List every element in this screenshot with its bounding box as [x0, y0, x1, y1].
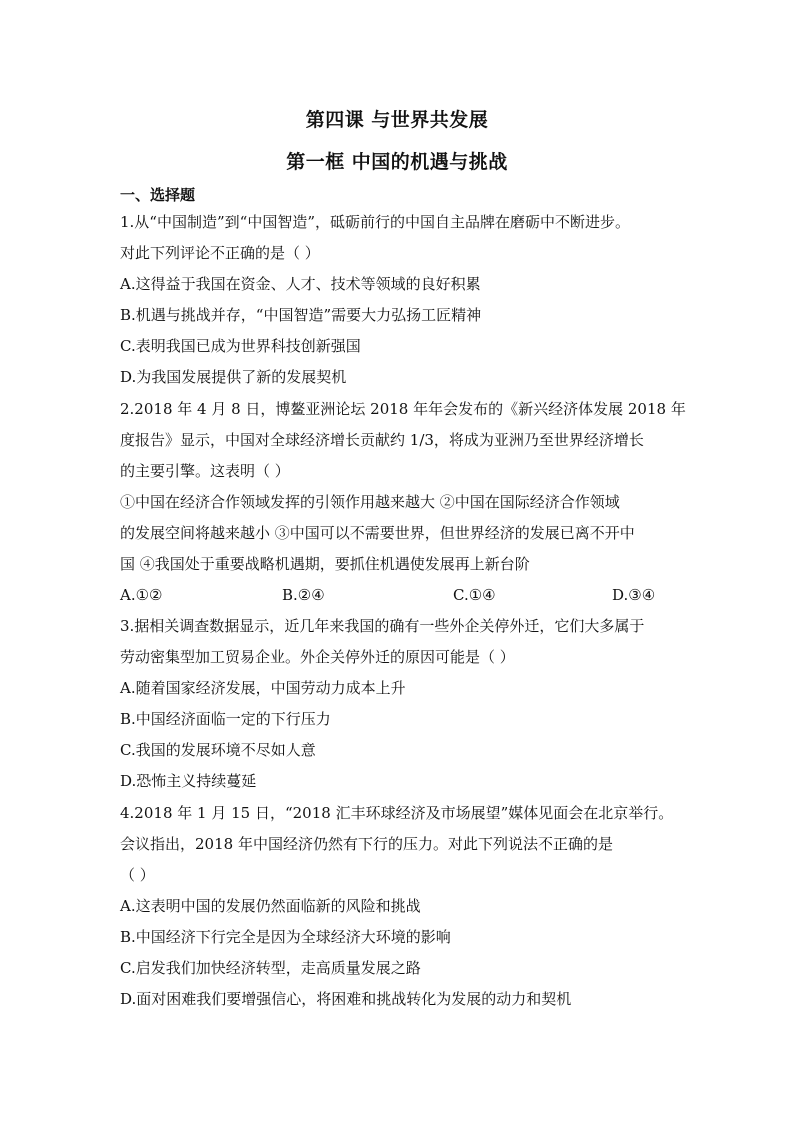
q3-option-a: A.随着国家经济发展，中国劳动力成本上升	[120, 679, 406, 697]
q2-stem-line-4: ①中国在经济合作领域发挥的引领作用越来越大 ②中国在国际经济合作领域	[120, 493, 620, 511]
q2-stem-line-2: 度报告》显示，中国对全球经济增长贡献约 1/3，将成为亚洲乃至世界经济增长	[120, 431, 644, 449]
part-heading: 一、选择题	[120, 186, 196, 204]
q4-stem-line-2: 会议指出，2018 年中国经济仍然有下行的压力。对此下列说法不正确的是	[120, 835, 613, 853]
lesson-title: 第四课 与世界共发展	[305, 109, 489, 131]
q3-option-b: B.中国经济面临一定的下行压力	[120, 710, 331, 728]
q4-stem-line-3: （ ）	[120, 866, 155, 884]
q4-option-c: C.启发我们加快经济转型，走高质量发展之路	[120, 959, 421, 977]
q3-stem-line-2: 劳动密集型加工贸易企业。外企关停外迁的原因可能是（ ）	[120, 648, 515, 666]
q1-option-c: C.表明我国已成为世界科技创新强国	[120, 337, 361, 355]
q2-stem-line-1: 2.2018 年 4 月 8 日，博鳌亚洲论坛 2018 年年会发布的《新兴经济体发展 2018 年	[120, 400, 686, 418]
q2-option-c: C.①④	[453, 586, 496, 604]
q4-option-d: D.面对困难我们要增强信心，将困难和挑战转化为发展的动力和契机	[120, 990, 572, 1008]
q4-option-b: B.中国经济下行完全是因为全球经济大环境的影响	[120, 928, 451, 946]
q2-option-b: B.②④	[282, 586, 325, 604]
q1-option-b: B.机遇与挑战并存，“中国智造”需要大力弘扬工匠精神	[120, 306, 482, 324]
q2-option-a: A.①②	[120, 586, 163, 604]
q1-stem-line-2: 对此下列评论不正确的是（ ）	[120, 244, 320, 262]
q2-stem-line-6: 国 ④我国处于重要战略机遇期，要抓住机遇使发展再上新台阶	[120, 555, 530, 573]
q2-option-d: D.③④	[612, 586, 656, 604]
q2-stem-line-5: 的发展空间将越来越小 ③中国可以不需要世界，但世界经济的发展已离不开中	[120, 524, 635, 542]
q1-option-a: A.这得益于我国在资金、人才、技术等领域的良好积累	[120, 275, 481, 293]
q4-stem-line-1: 4.2018 年 1 月 15 日，“2018 汇丰环球经济及市场展望”媒体见面会在北京举行。	[120, 804, 674, 822]
q2-stem-line-3: 的主要引擎。这表明（ ）	[120, 462, 290, 480]
q3-option-c: C.我国的发展环境不尽如人意	[120, 741, 316, 759]
q3-option-d: D.恐怖主义持续蔓延	[120, 772, 257, 790]
q1-option-d: D.为我国发展提供了新的发展契机	[120, 368, 347, 386]
section-title: 第一框 中国的机遇与挑战	[286, 151, 508, 173]
q4-option-a: A.这表明中国的发展仍然面临新的风险和挑战	[120, 897, 421, 915]
q1-stem-line-1: 1.从“中国制造”到“中国智造”，砥砺前行的中国自主品牌在磨砺中不断进步。	[120, 213, 630, 231]
q3-stem-line-1: 3.据相关调查数据显示，近几年来我国的确有一些外企关停外迁，它们大多属于	[120, 617, 645, 635]
